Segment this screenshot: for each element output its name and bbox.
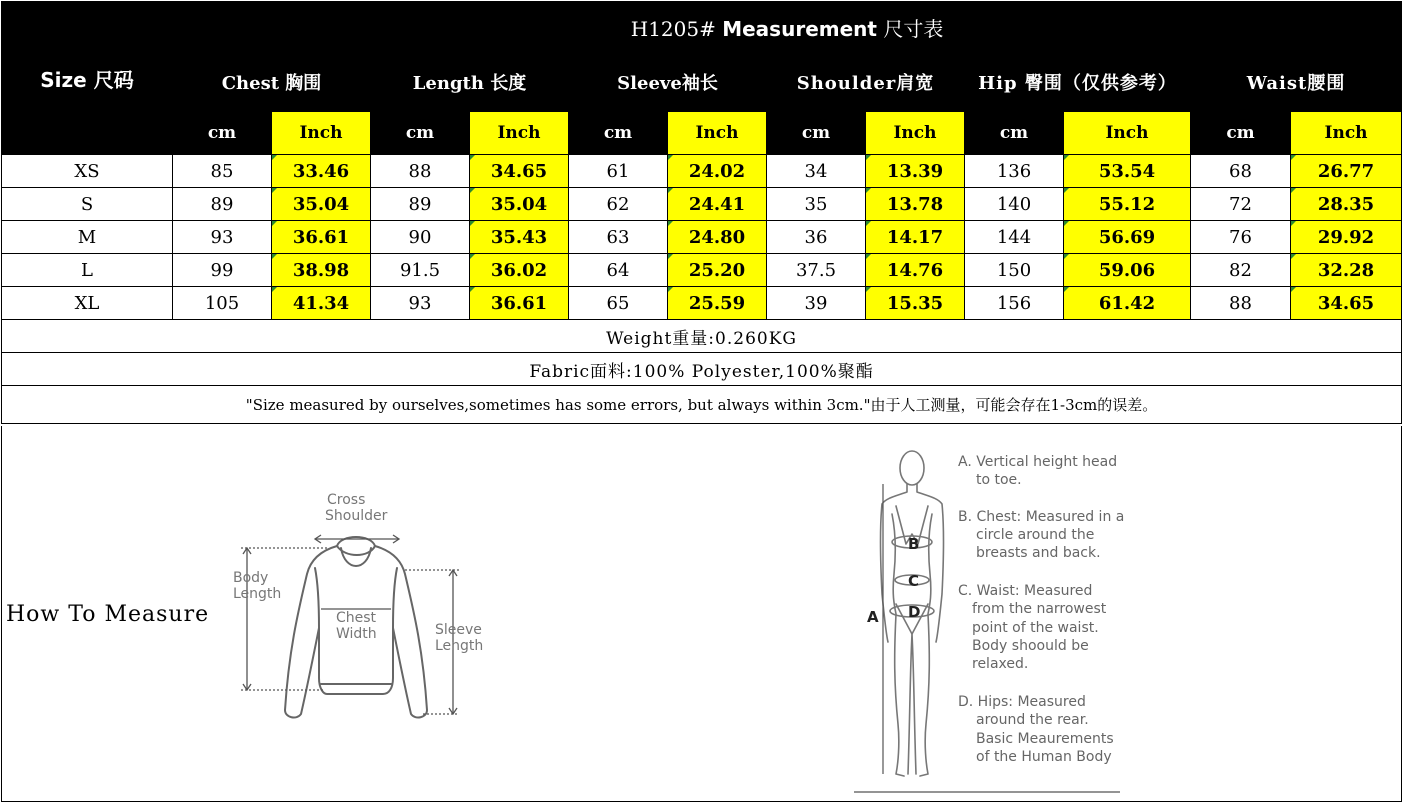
- body-label: Body: [233, 570, 269, 586]
- sleeve-cm-cell: 61: [569, 155, 668, 188]
- shoulder-cm-cell: 34: [767, 155, 866, 188]
- length-inch-cell: 34.65: [470, 155, 569, 188]
- chart-title-suffix: 尺寸表: [883, 16, 944, 41]
- size-label: L: [2, 254, 173, 287]
- weight-row: Weight重量:0.260KG: [2, 320, 1402, 353]
- chest-inch-cell: 38.98: [272, 254, 371, 287]
- sleeve-inch-cell: 25.20: [668, 254, 767, 287]
- length-inch-cell: 36.61: [470, 287, 569, 320]
- unit-inch-shoulder: Inch: [866, 112, 965, 155]
- unit-inch-hip: Inch: [1064, 112, 1191, 155]
- waist-cm-cell: 72: [1191, 188, 1291, 221]
- note-b-line-2: circle around the: [976, 527, 1095, 543]
- shoulder-cm-cell: 37.5: [767, 254, 866, 287]
- length-inch-cell: 35.04: [470, 188, 569, 221]
- letter-c: C: [908, 572, 920, 590]
- note-a-line-1: A. Vertical height head: [958, 454, 1118, 470]
- note-b-line-1: B. Chest: Measured in a: [958, 509, 1125, 525]
- sleeve-cm-cell: 65: [569, 287, 668, 320]
- sleeve-length-label: Length: [435, 638, 484, 654]
- size-label: S: [2, 188, 173, 221]
- note-b-line-3: breasts and back.: [976, 545, 1101, 561]
- hip-inch-cell: 61.42: [1064, 287, 1191, 320]
- sweater-left-seam: [315, 568, 319, 628]
- waist-inch-cell: 32.28: [1291, 254, 1402, 287]
- hip-cm-cell: 136: [965, 155, 1064, 188]
- chart-title: [173, 2, 1402, 53]
- chest-cm-cell: 85: [173, 155, 272, 188]
- chest-cm-cell: 93: [173, 221, 272, 254]
- shoulder-inch-cell: 15.35: [866, 287, 965, 320]
- sleeve-inch-cell: 24.02: [668, 155, 767, 188]
- group-header-shoulder: Shoulder肩宽: [767, 53, 965, 112]
- note-d-line-3: Basic Meaurements: [976, 731, 1114, 747]
- sweater-collar: [337, 537, 375, 546]
- waist-cm-cell: 82: [1191, 254, 1291, 287]
- hip-inch-cell: 59.06: [1064, 254, 1191, 287]
- letter-d: D: [908, 603, 921, 621]
- unit-cm-sleeve: cm: [569, 112, 668, 155]
- shoulder-inch-cell: 14.17: [866, 221, 965, 254]
- hip-cm-cell: 144: [965, 221, 1064, 254]
- length-cm-cell: 89: [371, 188, 470, 221]
- sleeve-cm-cell: 62: [569, 188, 668, 221]
- size-label: XL: [2, 287, 173, 320]
- sleeve-inch-cell: 25.59: [668, 287, 767, 320]
- cross-label: Cross: [327, 492, 366, 508]
- chart-title-code: H1205#: [630, 16, 716, 41]
- chest-inch-cell: 33.46: [272, 155, 371, 188]
- length-inch-cell: 36.02: [470, 254, 569, 287]
- sleeve-inch-cell: 24.41: [668, 188, 767, 221]
- note-a-line-2: to toe.: [976, 472, 1022, 488]
- length-cm-cell: 91.5: [371, 254, 470, 287]
- body-measure-diagram: [852, 444, 1142, 794]
- unit-cm-chest: cm: [173, 112, 272, 155]
- width-label: Width: [336, 626, 377, 642]
- head-shape: [900, 451, 924, 485]
- unit-inch-sleeve: Inch: [668, 112, 767, 155]
- chest-label: Chest: [336, 610, 377, 626]
- hip-cm-cell: 150: [965, 254, 1064, 287]
- size-row-s: [2, 188, 1402, 221]
- chest-cm-cell: 89: [173, 188, 272, 221]
- size-chart-table: [1, 1, 1402, 424]
- note-c-line-1: C. Waist: Measured: [958, 583, 1093, 599]
- length-inch-cell: 35.43: [470, 221, 569, 254]
- shoulder-inch-cell: 13.78: [866, 188, 965, 221]
- note-d-line-1: D. Hips: Measured: [958, 694, 1086, 710]
- note-c-line-3: point of the waist.: [972, 620, 1099, 636]
- waist-inch-cell: 29.92: [1291, 221, 1402, 254]
- unit-inch-waist: Inch: [1291, 112, 1402, 155]
- unit-cm-length: cm: [371, 112, 470, 155]
- chest-cm-cell: 99: [173, 254, 272, 287]
- group-header-hip: Hip 臀围（仅供参考）: [965, 53, 1191, 112]
- shoulder-cm-cell: 35: [767, 188, 866, 221]
- group-header-sleeve: Sleeve袖长: [569, 53, 767, 112]
- body-length-label: Length: [233, 586, 282, 602]
- sleeve-cm-cell: 64: [569, 254, 668, 287]
- letter-b: B: [908, 535, 920, 553]
- waist-inch-cell: 28.35: [1291, 188, 1402, 221]
- size-row-l: [2, 254, 1402, 287]
- length-cm-cell: 88: [371, 155, 470, 188]
- hip-cm-cell: 156: [965, 287, 1064, 320]
- length-cm-cell: 90: [371, 221, 470, 254]
- chest-inch-cell: 35.04: [272, 188, 371, 221]
- shoulder-cm-cell: 39: [767, 287, 866, 320]
- group-header-waist: Waist腰围: [1191, 53, 1402, 112]
- size-row-m: [2, 221, 1402, 254]
- unit-inch-chest: Inch: [272, 112, 371, 155]
- sleeve-cm-cell: 63: [569, 221, 668, 254]
- waist-cm-cell: 76: [1191, 221, 1291, 254]
- sweater-diagram: [227, 488, 527, 738]
- hip-inch-cell: 53.54: [1064, 155, 1191, 188]
- fabric-row: Fabric面料:100% Polyester,100%聚酯: [2, 353, 1402, 386]
- chart-title-measurement: Measurement: [722, 16, 877, 41]
- how-to-measure-section: [1, 426, 1402, 802]
- waist-inch-cell: 34.65: [1291, 287, 1402, 320]
- chest-cm-cell: 105: [173, 287, 272, 320]
- shoulder-inch-cell: 14.76: [866, 254, 965, 287]
- group-header-chest: Chest 胸围: [173, 53, 371, 112]
- size-row-xl: [2, 287, 1402, 320]
- note-c-line-4: Body shoould be: [972, 638, 1089, 654]
- note-c-line-2: from the narrowest: [972, 601, 1107, 617]
- hip-cm-cell: 140: [965, 188, 1064, 221]
- length-cm-cell: 93: [371, 287, 470, 320]
- unit-cm-waist: cm: [1191, 112, 1291, 155]
- sleeve-label: Sleeve: [435, 622, 482, 638]
- how-to-measure-label: How To Measure: [6, 602, 210, 627]
- sweater-right-seam: [393, 568, 397, 628]
- note-c-line-5: relaxed.: [972, 656, 1029, 672]
- size-label: XS: [2, 155, 173, 188]
- chest-inch-cell: 36.61: [272, 221, 371, 254]
- size-row-xs: [2, 155, 1402, 188]
- shoulder-inch-cell: 13.39: [866, 155, 965, 188]
- note-d-line-4: of the Human Body: [976, 749, 1112, 765]
- letter-a: A: [867, 608, 879, 626]
- sleeve-inch-cell: 24.80: [668, 221, 767, 254]
- unit-cm-hip: cm: [965, 112, 1064, 155]
- waist-cm-cell: 68: [1191, 155, 1291, 188]
- waist-cm-cell: 88: [1191, 287, 1291, 320]
- unit-inch-length: Inch: [470, 112, 569, 155]
- hip-inch-cell: 55.12: [1064, 188, 1191, 221]
- size-label: M: [2, 221, 173, 254]
- waist-inch-cell: 26.77: [1291, 155, 1402, 188]
- sweater-neckline: [341, 548, 371, 566]
- measurement-note: "Size measured by ourselves,sometimes has some errors, but always within 3cm."由于人工测量，可能会存在1-3cm的误差。: [2, 386, 1402, 424]
- shoulder-cm-cell: 36: [767, 221, 866, 254]
- group-header-length: Length 长度: [371, 53, 569, 112]
- shoulder-label: Shoulder: [325, 508, 388, 524]
- unit-cm-shoulder: cm: [767, 112, 866, 155]
- note-d-line-2: around the rear.: [976, 712, 1089, 728]
- chest-inch-cell: 41.34: [272, 287, 371, 320]
- size-column-header: Size 尺码: [2, 2, 173, 155]
- hip-inch-cell: 56.69: [1064, 221, 1191, 254]
- body-outline: [881, 484, 944, 776]
